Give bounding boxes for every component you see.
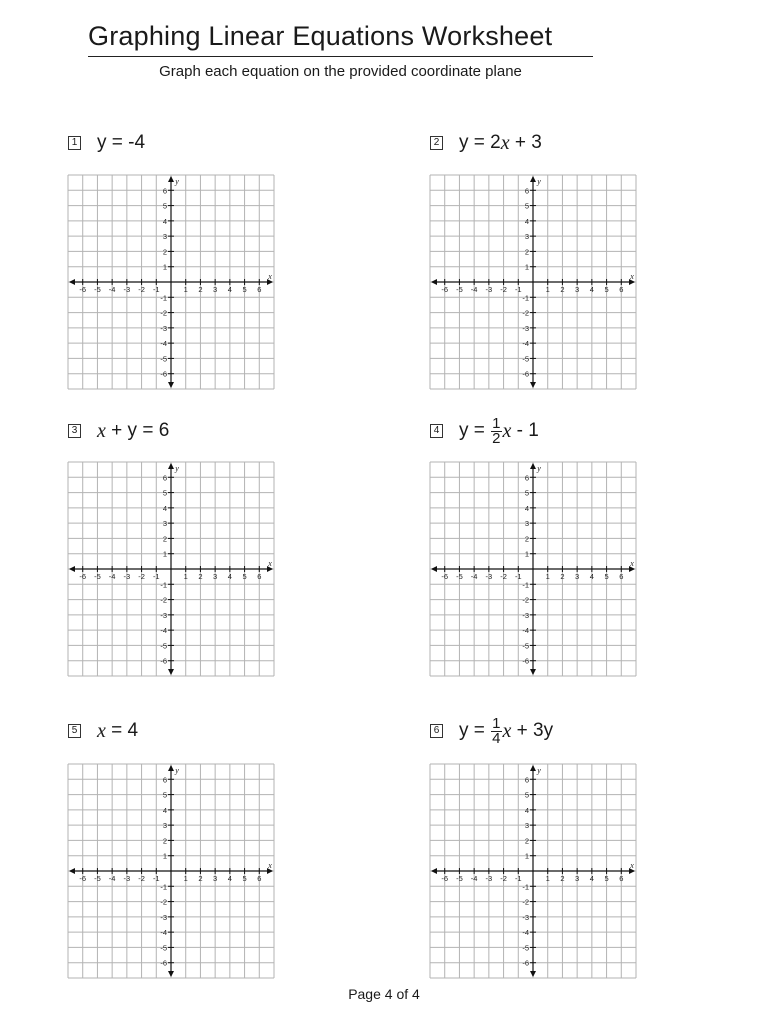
x-axis-label: x xyxy=(630,559,634,568)
x-tick-label: -3 xyxy=(123,572,131,581)
y-axis-arrow-top xyxy=(530,176,536,182)
y-axis-label: y xyxy=(175,177,179,186)
y-tick-label: -1 xyxy=(160,882,167,892)
worksheet-subtitle: Graph each equation on the provided coordinate plane xyxy=(159,63,522,80)
x-tick-label: -3 xyxy=(485,285,493,294)
y-tick-label: 6 xyxy=(162,775,167,785)
y-tick-label: 6 xyxy=(524,775,529,785)
y-tick-label: -5 xyxy=(522,943,529,953)
problem-number: 1 xyxy=(68,136,81,150)
x-tick-label: 3 xyxy=(213,285,218,294)
worksheet-title: Graphing Linear Equations Worksheet xyxy=(88,21,553,51)
equation: y = 2 x + 3 xyxy=(459,131,542,154)
y-tick-label: -5 xyxy=(160,943,167,953)
x-axis-label: x xyxy=(268,559,272,568)
y-tick-label: 3 xyxy=(162,232,167,242)
x-tick-label: 6 xyxy=(619,572,624,581)
y-tick-label: -5 xyxy=(522,641,529,651)
y-tick-label: 5 xyxy=(524,790,529,800)
x-tick-label: 6 xyxy=(619,874,624,883)
x-tick-label: 4 xyxy=(227,285,232,294)
problem-6 xyxy=(430,714,553,748)
y-tick-label: 6 xyxy=(162,473,167,483)
x-tick-label: -4 xyxy=(470,572,478,581)
y-axis-arrow-top xyxy=(530,463,536,469)
y-tick-label: 1 xyxy=(162,549,167,559)
coordinate-plane-4[interactable] xyxy=(429,461,637,677)
y-tick-label: 4 xyxy=(524,503,529,513)
y-axis-arrow-top xyxy=(530,765,536,771)
x-tick-label: -1 xyxy=(514,285,522,294)
y-tick-label: 3 xyxy=(162,821,167,831)
problem-number: 6 xyxy=(430,724,443,738)
y-tick-label: -6 xyxy=(522,656,529,666)
y-tick-label: 1 xyxy=(162,262,167,272)
y-tick-label: -4 xyxy=(160,626,167,636)
y-tick-label: 4 xyxy=(524,216,529,226)
x-axis-label: x xyxy=(630,272,634,281)
y-tick-label: 5 xyxy=(162,201,167,211)
x-tick-label: 3 xyxy=(575,874,580,883)
y-tick-label: -4 xyxy=(522,626,529,636)
x-tick-label: 5 xyxy=(604,874,609,883)
x-tick-label: 3 xyxy=(213,572,218,581)
x-tick-label: 5 xyxy=(242,874,247,883)
x-tick-label: 2 xyxy=(198,285,203,294)
x-tick-label: -4 xyxy=(108,874,116,883)
y-tick-label: 2 xyxy=(524,247,529,257)
fraction: $\frac{1}{2}$ xyxy=(492,414,501,447)
y-tick-label: -4 xyxy=(522,928,529,938)
y-tick-label: 4 xyxy=(162,503,167,513)
y-tick-label: -1 xyxy=(522,882,529,892)
x-axis-arrow-left xyxy=(69,279,75,285)
x-axis-label: x xyxy=(268,861,272,870)
x-tick-label: -1 xyxy=(152,572,160,581)
x-tick-label: 5 xyxy=(604,285,609,294)
y-axis-arrow-bottom xyxy=(530,971,536,977)
y-tick-label: 5 xyxy=(162,488,167,498)
y-tick-label: 2 xyxy=(162,836,167,846)
x-tick-label: 3 xyxy=(575,572,580,581)
y-axis-arrow-top xyxy=(168,765,174,771)
x-tick-label: -2 xyxy=(138,285,145,294)
x-tick-label: -5 xyxy=(456,285,463,294)
equation: y = $\frac{1}{4}$ x + 3y xyxy=(459,714,554,747)
x-tick-label: 6 xyxy=(257,285,262,294)
y-axis-arrow-bottom xyxy=(168,382,174,388)
x-tick-label: 2 xyxy=(560,572,565,581)
y-tick-label: -1 xyxy=(522,580,529,590)
x-tick-label: -2 xyxy=(500,285,507,294)
problem-number: 2 xyxy=(430,136,443,150)
y-tick-label: -1 xyxy=(522,293,529,303)
x-tick-label: 1 xyxy=(183,572,188,581)
x-axis-arrow-left xyxy=(431,279,437,285)
x-axis-arrow-left xyxy=(69,868,75,874)
x-tick-label: -6 xyxy=(441,874,449,883)
x-tick-label: 6 xyxy=(257,874,262,883)
x-tick-label: 6 xyxy=(257,572,262,581)
y-tick-label: -4 xyxy=(160,339,167,349)
y-axis-arrow-top xyxy=(168,176,174,182)
problem-5 xyxy=(68,714,138,748)
x-tick-label: -1 xyxy=(152,874,160,883)
x-tick-label: 2 xyxy=(560,874,565,883)
y-tick-label: 3 xyxy=(524,232,529,242)
coordinate-plane-6[interactable] xyxy=(429,763,637,979)
y-axis-label: y xyxy=(175,766,179,775)
x-tick-label: -1 xyxy=(152,285,160,294)
y-axis-label: y xyxy=(537,766,541,775)
x-tick-label: -1 xyxy=(514,874,522,883)
x-tick-label: -4 xyxy=(470,874,478,883)
coordinate-plane-3[interactable] xyxy=(67,461,275,677)
x-tick-label: 3 xyxy=(575,285,580,294)
equation: x = 4 xyxy=(97,719,139,742)
x-tick-label: -6 xyxy=(441,572,449,581)
y-axis-arrow-bottom xyxy=(530,669,536,675)
y-tick-label: 4 xyxy=(524,805,529,815)
coordinate-plane-5[interactable] xyxy=(67,763,275,979)
x-tick-label: -3 xyxy=(485,874,493,883)
title-divider xyxy=(88,56,593,57)
x-tick-label: 6 xyxy=(619,285,624,294)
x-tick-label: -6 xyxy=(441,285,449,294)
y-tick-label: -2 xyxy=(160,595,167,605)
y-tick-label: -2 xyxy=(522,308,529,318)
y-tick-label: 3 xyxy=(162,519,167,529)
x-axis-arrow-left xyxy=(431,566,437,572)
coordinate-plane-2[interactable] xyxy=(429,174,637,390)
x-tick-label: 1 xyxy=(545,572,550,581)
y-tick-label: 5 xyxy=(524,488,529,498)
x-tick-label: -1 xyxy=(514,572,522,581)
y-tick-label: 5 xyxy=(162,790,167,800)
y-tick-label: -3 xyxy=(522,610,529,620)
y-tick-label: 5 xyxy=(524,201,529,211)
y-tick-label: 2 xyxy=(162,534,167,544)
problem-2 xyxy=(430,126,542,160)
coordinate-plane-1[interactable] xyxy=(67,174,275,390)
x-tick-label: 2 xyxy=(560,285,565,294)
x-tick-label: -6 xyxy=(79,285,87,294)
y-tick-label: -6 xyxy=(160,369,167,379)
x-tick-label: 1 xyxy=(545,285,550,294)
y-tick-label: -6 xyxy=(522,958,529,968)
x-tick-label: -3 xyxy=(485,572,493,581)
y-tick-label: 2 xyxy=(524,836,529,846)
y-tick-label: -5 xyxy=(160,641,167,651)
y-tick-label: -3 xyxy=(522,323,529,333)
problem-1 xyxy=(68,126,145,160)
y-tick-label: -3 xyxy=(522,912,529,922)
y-tick-label: 6 xyxy=(524,186,529,196)
equation: x + y = 6 xyxy=(97,419,170,442)
y-axis-arrow-top xyxy=(168,463,174,469)
x-tick-label: -2 xyxy=(500,874,507,883)
y-tick-label: -3 xyxy=(160,610,167,620)
page-number: Page 4 of 4 xyxy=(348,986,420,1002)
x-tick-label: -4 xyxy=(108,285,116,294)
x-tick-label: -4 xyxy=(470,285,478,294)
x-tick-label: -5 xyxy=(94,874,101,883)
problem-3 xyxy=(68,414,169,448)
x-tick-label: -6 xyxy=(79,572,87,581)
problem-number: 3 xyxy=(68,424,81,438)
x-axis-arrow-left xyxy=(69,566,75,572)
equation: y = -4 xyxy=(97,132,146,153)
y-tick-label: 1 xyxy=(524,549,529,559)
x-tick-label: 1 xyxy=(183,874,188,883)
x-tick-label: 2 xyxy=(198,572,203,581)
x-axis-label: x xyxy=(268,272,272,281)
x-tick-label: -5 xyxy=(456,572,463,581)
x-tick-label: -2 xyxy=(138,874,145,883)
x-tick-label: -3 xyxy=(123,874,131,883)
x-tick-label: 5 xyxy=(604,572,609,581)
y-tick-label: -2 xyxy=(522,897,529,907)
x-tick-label: -5 xyxy=(94,285,101,294)
x-axis-label: x xyxy=(630,861,634,870)
y-tick-label: -1 xyxy=(160,293,167,303)
y-axis-label: y xyxy=(175,464,179,473)
y-tick-label: -5 xyxy=(160,354,167,364)
y-tick-label: -2 xyxy=(522,595,529,605)
y-tick-label: 6 xyxy=(162,186,167,196)
x-tick-label: 5 xyxy=(242,572,247,581)
x-tick-label: -3 xyxy=(123,285,131,294)
equation: y = $\frac{1}{2}$ x - 1 xyxy=(459,414,539,447)
y-tick-label: 1 xyxy=(524,262,529,272)
y-tick-label: -3 xyxy=(160,912,167,922)
x-tick-label: 4 xyxy=(589,874,594,883)
y-tick-label: -6 xyxy=(160,656,167,666)
x-tick-label: 1 xyxy=(545,874,550,883)
problem-number: 5 xyxy=(68,724,81,738)
x-tick-label: 4 xyxy=(589,572,594,581)
y-tick-label: 2 xyxy=(524,534,529,544)
fraction: $\frac{1}{4}$ xyxy=(492,714,501,747)
y-tick-label: -4 xyxy=(160,928,167,938)
y-tick-label: -2 xyxy=(160,308,167,318)
y-tick-label: -2 xyxy=(160,897,167,907)
y-tick-label: -3 xyxy=(160,323,167,333)
y-tick-label: 1 xyxy=(162,851,167,861)
y-axis-arrow-bottom xyxy=(530,382,536,388)
y-tick-label: 2 xyxy=(162,247,167,257)
y-tick-label: -6 xyxy=(160,958,167,968)
y-tick-label: 6 xyxy=(524,473,529,483)
y-tick-label: 3 xyxy=(524,519,529,529)
y-tick-label: 4 xyxy=(162,216,167,226)
problem-number: 4 xyxy=(430,424,443,438)
y-tick-label: 3 xyxy=(524,821,529,831)
x-tick-label: -2 xyxy=(500,572,507,581)
x-tick-label: 1 xyxy=(183,285,188,294)
y-tick-label: -4 xyxy=(522,339,529,349)
y-tick-label: 1 xyxy=(524,851,529,861)
x-tick-label: -5 xyxy=(94,572,101,581)
x-tick-label: 2 xyxy=(198,874,203,883)
y-tick-label: -5 xyxy=(522,354,529,364)
y-axis-label: y xyxy=(537,177,541,186)
y-tick-label: -6 xyxy=(522,369,529,379)
x-tick-label: -4 xyxy=(108,572,116,581)
x-tick-label: 5 xyxy=(242,285,247,294)
x-tick-label: 4 xyxy=(227,874,232,883)
x-tick-label: -5 xyxy=(456,874,463,883)
x-tick-label: 4 xyxy=(227,572,232,581)
x-tick-label: -2 xyxy=(138,572,145,581)
x-tick-label: 4 xyxy=(589,285,594,294)
problem-4 xyxy=(430,414,539,448)
y-tick-label: 4 xyxy=(162,805,167,815)
y-axis-arrow-bottom xyxy=(168,669,174,675)
y-tick-label: -1 xyxy=(160,580,167,590)
y-axis-arrow-bottom xyxy=(168,971,174,977)
x-axis-arrow-left xyxy=(431,868,437,874)
x-tick-label: -6 xyxy=(79,874,87,883)
x-tick-label: 3 xyxy=(213,874,218,883)
y-axis-label: y xyxy=(537,464,541,473)
